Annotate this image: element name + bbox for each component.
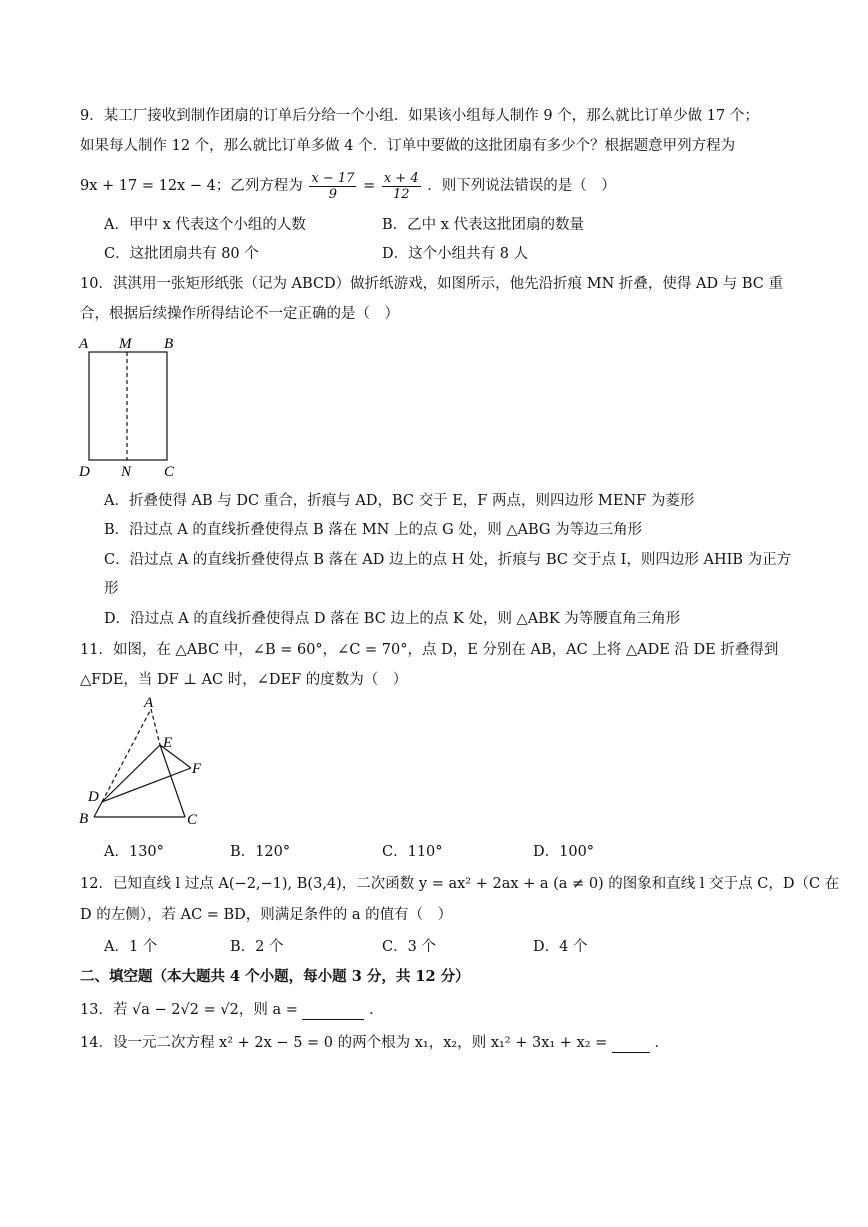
q9-equations xyxy=(80,168,616,204)
q10-line1: 10．淇淇用一张矩形纸张（记为 ABCD）做折纸游戏，如图所示，他先沿折痕 MN 折叠，使得 AD 与 BC 重 xyxy=(80,276,783,292)
q12-line1: 12．已知直线 l 过点 A(−2,−1), B(3,4)，二次函数 y = ax² + 2ax + a (a ≠ 0) 的图象和直线 l 交于点 C，D（C 在 xyxy=(80,876,840,892)
label-e: E xyxy=(163,735,173,751)
q11-option-c: C．110° xyxy=(382,844,443,860)
q10-option-d: D．沿过点 A 的直线折叠使得点 D 落在 BC 边上的点 K 处，则 △ABK 为等腰直角三角形 xyxy=(104,611,681,627)
q14-answer-blank[interactable] xyxy=(612,1034,650,1053)
segment-ae-dashed xyxy=(151,709,160,745)
q12-option-c: C．3 个 xyxy=(382,939,436,955)
label-b: B xyxy=(164,336,174,352)
segment-de xyxy=(102,745,160,802)
q9-option-c: C．这批团扇共有 80 个 xyxy=(104,246,259,262)
q9-option-d: D．这个小组共有 8 人 xyxy=(382,246,529,262)
q9-fraction-1-denominator: 9 xyxy=(328,186,338,202)
q9-fraction-2-denominator: 12 xyxy=(392,186,410,202)
q11-line1: 11．如图，在 △ABC 中，∠B = 60°，∠C = 70°，点 D，E 分别在 AB，AC 上将 △ADE 沿 DE 折叠得到 xyxy=(80,642,779,658)
q12-option-a: A．1 个 xyxy=(104,939,158,955)
q13-tail: ． xyxy=(369,1002,384,1018)
q11-option-b: B．120° xyxy=(230,844,291,860)
segment-da-dashed xyxy=(102,709,151,802)
label-b: B xyxy=(79,811,89,827)
q14-line xyxy=(80,1034,669,1053)
label-m: M xyxy=(119,336,132,352)
label-a: A xyxy=(144,695,154,711)
q10-line2: 合，根据后续操作所得结论不一定正确的是（ ） xyxy=(80,306,399,322)
label-a: A xyxy=(79,336,89,352)
label-n: N xyxy=(121,464,132,480)
q9-fraction-2 xyxy=(382,171,421,202)
q11-option-a: A．130° xyxy=(104,844,164,860)
label-d: D xyxy=(79,464,90,480)
q11-option-d: D．100° xyxy=(533,844,595,860)
rectangle-fold-figure xyxy=(76,330,196,480)
q14-tail: ． xyxy=(654,1035,670,1051)
q14-text: 14．设一元二次方程 x² + 2x − 5 = 0 的两个根为 x₁，x₂，则 x₁² + 3x₁ + x₂ = xyxy=(80,1035,608,1051)
q12-option-d: D．4 个 xyxy=(533,939,588,955)
q12-line2: D 的左侧），若 AC = BD，则满足条件的 a 的值有（ ） xyxy=(80,907,453,923)
segment-ec xyxy=(160,745,185,817)
rectangle-abcd xyxy=(89,352,167,460)
q9-option-b: B．乙中 x 代表这批团扇的数量 xyxy=(382,217,585,233)
q9-fraction-1 xyxy=(309,171,356,202)
label-d: D xyxy=(88,789,99,805)
q9-equals-sign: = xyxy=(363,178,376,194)
q13-text: 13．若 √a − 2√2 = √2，则 a = xyxy=(80,1002,298,1018)
q11-line2: △FDE，当 DF ⊥ AC 时，∠DEF 的度数为（ ） xyxy=(80,672,408,688)
q10-option-b: B．沿过点 A 的直线折叠使得点 B 落在 MN 上的点 G 处，则 △ABG 为等边三角形 xyxy=(104,522,643,538)
triangle-fold-figure xyxy=(74,695,214,830)
label-c: C xyxy=(187,812,198,828)
q12-option-b: B．2 个 xyxy=(230,939,284,955)
q13-answer-blank[interactable] xyxy=(302,1001,364,1020)
q10-option-c-line2: 形 xyxy=(104,581,119,597)
label-f: F xyxy=(192,761,202,777)
q9-fraction-2-numerator: x + 4 xyxy=(383,170,419,186)
label-c: C xyxy=(164,464,175,480)
q10-option-c-line1: C．沿过点 A 的直线折叠使得点 B 落在 AD 边上的点 H 处，折痕与 BC 交于点 I，则四边形 AHIB 为正方 xyxy=(104,552,792,568)
q9-line1: 9．某工厂接收到制作团扇的订单后分给一个小组．如果该小组每人制作 9 个，那么就比订单少做 17 个； xyxy=(80,108,759,124)
q9-line2: 如果每人制作 12 个，那么就比订单多做 4 个．订单中要做的这批团扇有多少个？根据题意甲列方程为 xyxy=(80,138,736,154)
q9-equation-a: 9x + 17 = 12x − 4；乙列方程为 xyxy=(80,178,303,194)
q13-line xyxy=(80,1001,384,1020)
section-heading-fill-in: 二、填空题（本大题共 4 个小题，每小题 3 分，共 12 分） xyxy=(80,968,470,985)
q9-fraction-1-numerator: x − 17 xyxy=(311,170,355,186)
q9-option-a: A．甲中 x 代表这个小组的人数 xyxy=(104,217,306,233)
q10-option-a: A．折叠使得 AB 与 DC 重合，折痕与 AD，BC 交于 E，F 两点，则四边形 MENF 为菱形 xyxy=(104,493,695,509)
q9-equation-tail: ．则下列说法错误的是（ ） xyxy=(427,178,616,194)
